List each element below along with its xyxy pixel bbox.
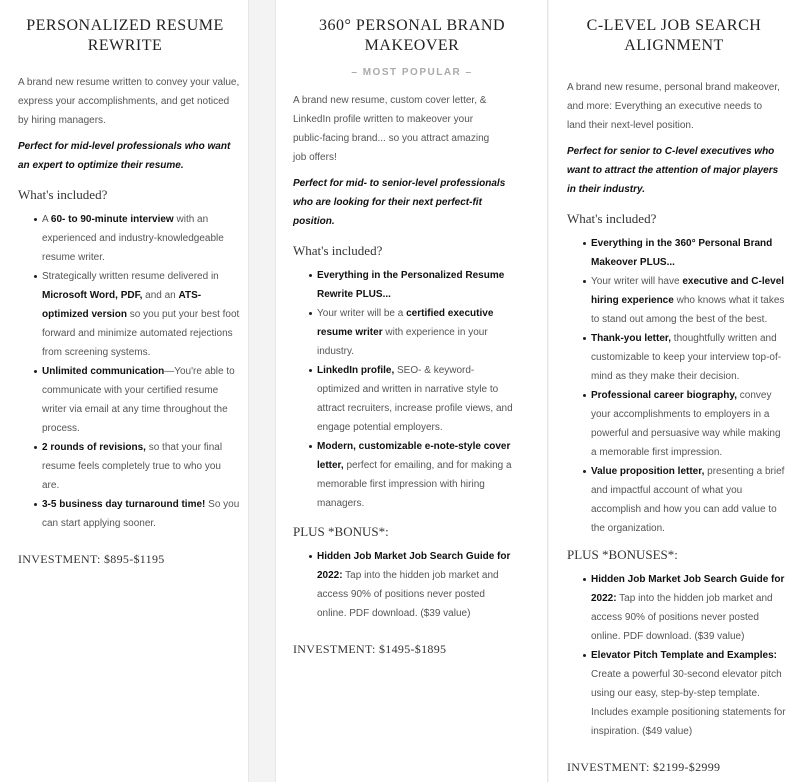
list-item: 2 rounds of revisions, so that your final resume feels completely true to who you are. [42,438,240,495]
investment-price: INVESTMENT: $2199-$2999 [567,760,721,774]
included-list [293,266,515,513]
list-item: Everything in the 360° Personal Brand Makeover PLUS... [591,234,787,272]
package-audience: Perfect for mid-level professionals who want an expert to optimize their resume. [18,141,231,171]
list-item: Hidden Job Market Job Search Guide for 2022: Tap into the hidden job market and access 90% of positions never posted online. PDF download. ($39 value) [317,547,515,623]
investment-price: INVESTMENT: $895-$1195 [18,552,165,566]
list-item: Unlimited communication—You're able to communicate with your certified resume writer via email at any time throughout the process. [42,362,240,438]
included-list [18,210,240,533]
bonus-list [567,570,787,741]
included-heading: What's included? [18,187,108,202]
list-item: Elevator Pitch Template and Examples: Create a powerful 30-second elevator pitch using our easy, step-by-step template. Includes example positioning statements for inspiration. ($49 value) [591,646,787,741]
list-item: Strategically written resume delivered in Microsoft Word, PDF, and an ATS-optimized version so you put your best foot forward and minimize automated rejections from screening systems. [42,267,240,362]
list-item: Professional career biography, convey your accomplishments to employers in a powerful and persuasive way while making a memorable first impression. [591,386,787,462]
package-title: 360° PERSONAL BRAND MAKEOVER [319,17,505,54]
package-title: C-LEVEL JOB SEARCH ALIGNMENT [586,17,762,54]
bonus-heading: PLUS *BONUSES*: [567,547,678,562]
package-card-c-level [549,0,800,782]
list-item: Your writer will be a certified executive resume writer with experience in your industry. [317,304,515,361]
package-audience: Perfect for mid- to senior-level professionals who are looking for their next perfect-fit position. [293,178,506,227]
package-intro: A brand new resume, custom cover letter, & LinkedIn profile written to makeover your public-facing brand... so you attract amazing job offers! [293,95,490,163]
most-popular-badge: – MOST POPULAR – [351,67,473,78]
list-item: Value proposition letter, presenting a brief and impactful account of what you accomplish and how you can add value to the organization. [591,462,787,538]
list-item: 3-5 business day turnaround time! So you can start applying sooner. [42,495,240,533]
package-title: PERSONALIZED RESUME REWRITE [26,17,224,54]
included-heading: What's included? [567,211,657,226]
list-item: Modern, customizable e-note-style cover letter, perfect for emailing, and for making a memorable first impression with hiring managers. [317,437,515,513]
package-card-resume-rewrite [0,0,249,782]
included-heading: What's included? [293,243,383,258]
list-item: Thank-you letter, thoughtfully written and customizable to keep your interview top-of-mind as they make their decision. [591,329,787,386]
bonus-list [293,547,515,623]
list-item: Hidden Job Market Job Search Guide for 2022: Tap into the hidden job market and access 90% of positions never posted online. PDF download. ($39 value) [591,570,787,646]
list-item: Your writer will have executive and C-level hiring experience who knows what it takes to stand out among the best of the best. [591,272,787,329]
package-card-brand-makeover [275,0,548,782]
list-item: LinkedIn profile, SEO- & keyword-optimized and written in narrative style to attract recruiters, increase profile views, and engage potential employers. [317,361,515,437]
list-item: Everything in the Personalized Resume Rewrite PLUS... [317,266,515,304]
package-audience: Perfect for senior to C-level executives who want to attract the attention of major players in their industry. [567,146,779,195]
investment-price: INVESTMENT: $1495-$1895 [293,642,447,656]
included-list [567,234,787,538]
list-item: A 60- to 90-minute interview with an experienced and industry-knowledgeable resume writer. [42,210,240,267]
package-intro: A brand new resume written to convey your value, express your accomplishments, and get noticed by hiring managers. [18,77,240,126]
package-intro: A brand new resume, personal brand makeover, and more: Everything an executive needs to land their next-level position. [567,82,780,131]
bonus-heading: PLUS *BONUS*: [293,524,389,539]
